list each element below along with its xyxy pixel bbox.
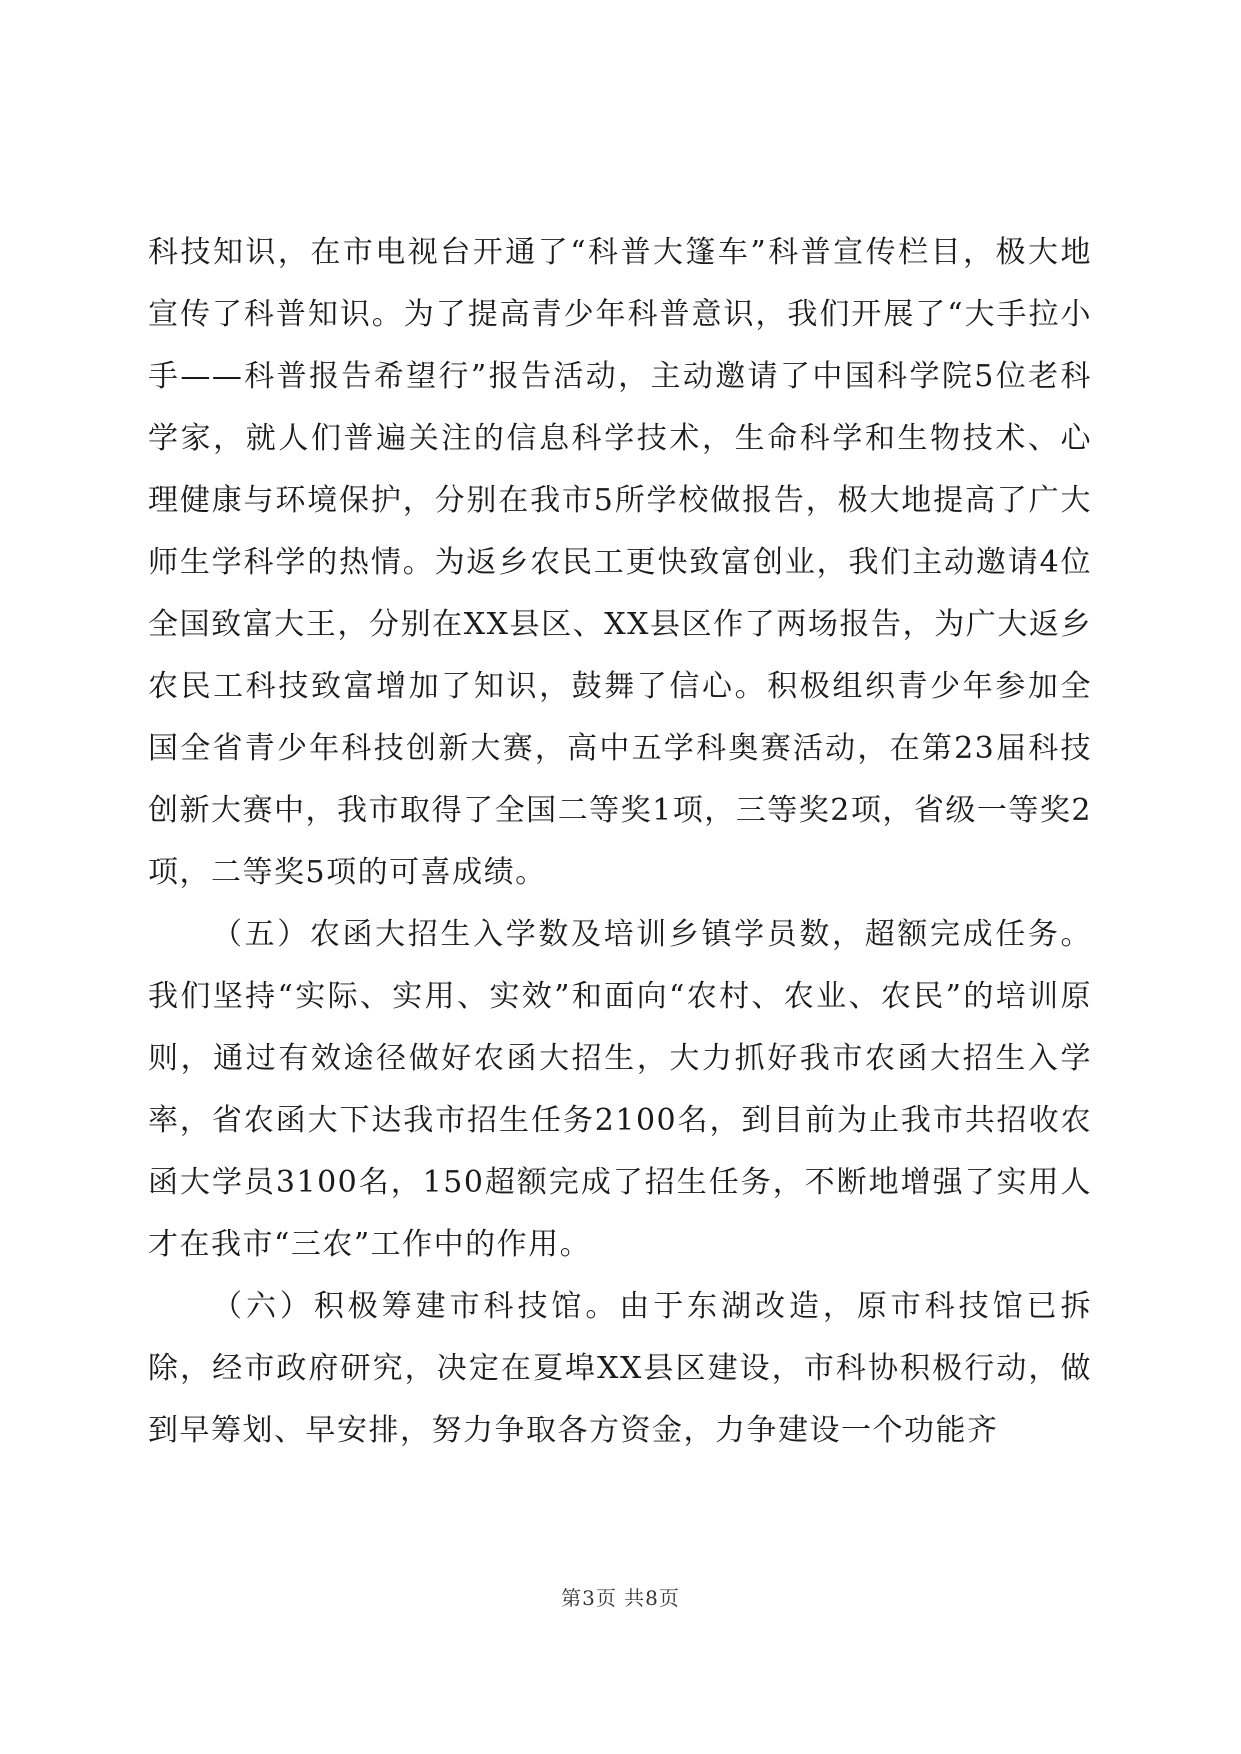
- page-number-footer: 第3页 共8页: [561, 1586, 680, 1610]
- document-body: [148, 222, 1092, 1462]
- paragraph-enrollment: （五）农函大招生入学数及培训乡镇学员数，超额完成任务。我们坚持“实际、实用、实效”和面向“农村、农业、农民”的培训原则，通过有效途径做好农函大招生，大力抓好我市农函大招生入学率，省农函大下达我市招生任务2100名，到目前为止我市共招收农函大学员3100名，150超额完成了招生任务，不断地增强了实用人才在我市“三农”工作中的作用。: [148, 917, 1092, 1262]
- paragraph-science-museum: （六）积极筹建市科技馆。由于东湖改造，原市科技馆已拆除，经市政府研究，决定在夏埠XX县区建设，市科协积极行动，做到早筹划、早安排，努力争取各方资金，力争建设一个功能齐: [148, 1289, 1092, 1448]
- paragraph-science-outreach: 科技知识，在市电视台开通了“科普大篷车”科普宣传栏目，极大地宣传了科普知识。为了提高青少年科普意识，我们开展了“大手拉小手——科普报告希望行”报告活动，主动邀请了中国科学院5位老科学家，就人们普遍关注的信息科学技术，生命科学和生物技术、心理健康与环境保护，分别在我市5所学校做报告，极大地提高了广大师生学科学的热情。为返乡农民工更快致富创业，我们主动邀请4位全国致富大王，分别在XX县区、XX县区作了两场报告，为广大返乡农民工科技致富增加了知识，鼓舞了信心。积极组织青少年参加全国全省青少年科技创新大赛，高中五学科奥赛活动，在第23届科技创新大赛中，我市取得了全国二等奖1项，三等奖2项，省级一等奖2项，二等奖5项的可喜成绩。: [148, 235, 1092, 890]
